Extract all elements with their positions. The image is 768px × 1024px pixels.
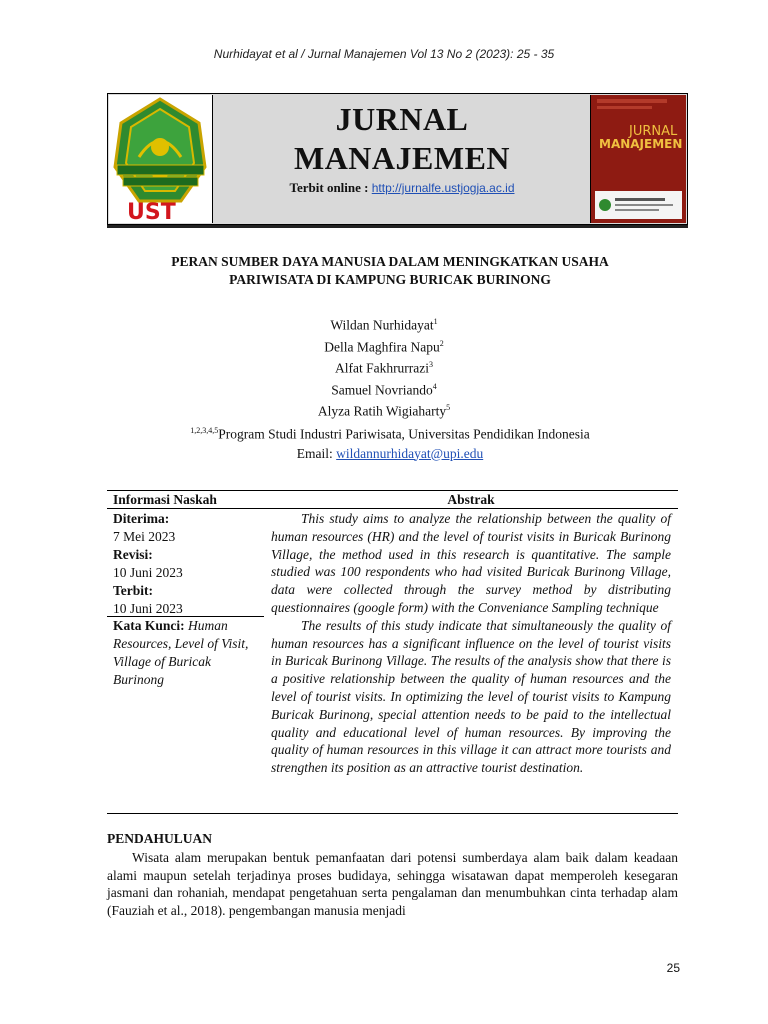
abstract-header: Abstrak <box>447 492 495 507</box>
journal-masthead <box>107 93 688 225</box>
revised-date: 10 Juni 2023 <box>113 565 183 580</box>
cover-title-line2: MANAJEMEN <box>599 137 683 151</box>
logo-letters: UST <box>127 200 176 223</box>
online-line <box>213 180 591 196</box>
article-info-header: Informasi Naskah <box>113 492 217 507</box>
university-logo <box>109 95 213 223</box>
section-heading: PENDAHULUAN <box>107 831 213 846</box>
cover-title-line1: JURNAL <box>629 124 678 139</box>
published-label: Terbit: <box>113 583 153 598</box>
running-header: Nurhidayat et al / Jurnal Manajemen Vol 13 No 2 (2023): 25 - 35 <box>213 47 555 61</box>
page-number: 25 <box>666 961 680 975</box>
received-date: 7 Mei 2023 <box>113 529 176 544</box>
paper-title-line1: PERAN SUMBER DAYA MANUSIA DALAM MENINGKATKAN USAHA <box>171 254 609 269</box>
author-4: Samuel Novriando$^4$ <box>331 381 437 397</box>
email-link[interactable]: wildannurhidayat@upi.edu <box>336 445 484 461</box>
intro-paragraph: Wisata alam merupakan bentuk pemanfaatan dari potensi sumberdaya alam baik dalam keadaan alami maupun setelah terjadinya proses budidaya, sehingga wisatawan dapat memperoleh kesegaran jasmani dan rohaniah, mendapat pengetahuan serta pengalaman dan menumbuhkan cinta terhadap alam (Fauziah et al., 2018). pengembangan manusia menjadi <box>107 850 678 919</box>
author-2: Della Maghfira Napu$^2$ <box>324 338 444 354</box>
published-date: 10 Juni 2023 <box>113 601 183 616</box>
affiliation-block <box>0 421 768 463</box>
journal-title <box>213 100 591 178</box>
revised-label: Revisi: <box>113 547 153 562</box>
author-1: Wildan Nurhidayat$^1$ <box>330 317 438 333</box>
article-dates <box>113 510 263 618</box>
journal-cover-thumbnail <box>590 95 686 223</box>
intro-body <box>107 849 678 920</box>
online-label: Terbit online : <box>289 180 372 195</box>
table-header-rule <box>107 508 678 509</box>
abstract-paragraph-2: The results of this study indicate that simultaneously the quality of human resources has a significant influence on the level of tourist visits in Buricak Burinong Village. The results of the analysis show that there is a positive relationship between the quality of human resources and the level of tourist visits. In optimizing the level of tourist visits to Kampung Buricak Burinong, special attention needs to be paid to the intellectual quality and educational level of human resources. By improving the quality of human resources in this village it can attract more tourists and strengthen its position as an attractive tourist destination. <box>271 617 671 776</box>
table-top-rule <box>107 490 678 491</box>
affiliation: $^{1,2,3,4,5}$Program Studi Industri Pariwisata, Universitas Pendidikan Indonesia <box>190 426 590 442</box>
abstract-body <box>271 510 671 777</box>
email-line: Email: wildannurhidayat@upi.edu <box>296 445 484 461</box>
masthead-rule <box>107 225 688 228</box>
paper-title-line2: PARIWISATA DI KAMPUNG BURICAK BURINONG <box>229 272 551 287</box>
journal-title-line2: MANAJEMEN <box>293 140 511 176</box>
abstract-paragraph-1: This study aims to analyze the relationship between the quality of human resources (HR) and the level of tourist visits in Buricak Burinong Village, the method used in this research is quantitative. The sample studied was 100 respondents who had visited Buricak Burinong Village, data were collected through the survey method by distributing questionnaires (google form) with the Conveniance Sampling technique <box>271 511 671 615</box>
table-bottom-rule <box>107 813 678 814</box>
keywords-text: Human Resources, Level of Visit, Village of Buricak Burinong <box>113 618 249 687</box>
keywords <box>113 617 263 689</box>
author-5: Alyza Ratih Wigiaharty$^5$ <box>317 403 451 419</box>
author-list <box>0 313 768 421</box>
journal-title-line1: JURNAL <box>335 101 469 137</box>
paper-title <box>100 253 680 289</box>
received-label: Diterima: <box>113 511 170 526</box>
journal-url-link[interactable]: http://jurnalfe.ustjogja.ac.id <box>371 181 515 195</box>
author-3: Alfat Fakhrurrazi$^3$ <box>334 360 434 376</box>
keywords-label: Kata Kunci: <box>113 618 185 633</box>
